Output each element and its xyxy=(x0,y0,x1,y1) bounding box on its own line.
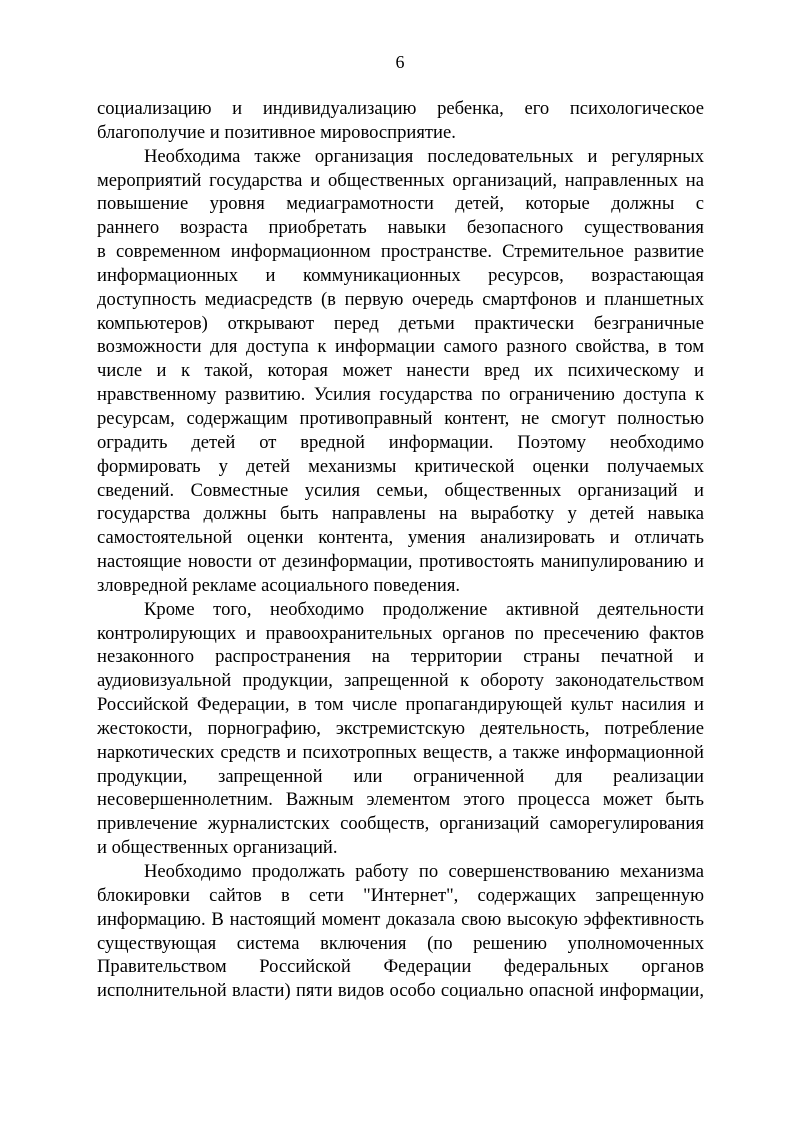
text-line: оградить детей от вредной информации. Поэтому необходимо xyxy=(97,431,704,453)
body-text xyxy=(97,97,704,1003)
text-line: возможности для доступа к информации самого разного свойства, в том xyxy=(97,336,704,358)
text-line: зловредной рекламе асоциального поведения. xyxy=(97,574,461,596)
text-line: ресурсам, содержащим противоправный контент, не смогут полностью xyxy=(97,407,704,429)
text-line: Российской Федерации, в том числе пропагандирующей культ насилия и xyxy=(97,694,704,716)
text-line: продукции, запрещенной или ограниченной для реализации xyxy=(97,765,704,787)
text-line: жестокости, порнографию, экстремистскую деятельность, потребление xyxy=(97,717,704,739)
text-line: исполнительной власти) пяти видов особо социально опасной информации, xyxy=(97,980,704,1002)
text-line: контролирующих и правоохранительных органов по пресечению фактов xyxy=(97,622,704,644)
text-line: мероприятий государства и общественных организаций, направленных на xyxy=(97,169,704,191)
text-line: настоящие новости от дезинформации, противостоять манипулированию и xyxy=(97,551,704,573)
text-line: в современном информационном пространстве. Стремительное развитие xyxy=(97,241,704,263)
text-line: Необходима также организация последовательных и регулярных xyxy=(144,145,704,167)
text-line: Кроме того, необходимо продолжение активной деятельности xyxy=(144,598,704,620)
page-number: 6 xyxy=(395,52,405,72)
text-line: нравственному развитию. Усилия государства по ограничению доступа к xyxy=(97,384,704,406)
text-line: компьютеров) открывают перед детьми практически безграничные xyxy=(97,312,704,334)
text-line: государства должны быть направлены на выработку у детей навыка xyxy=(97,503,704,525)
text-line: информационных и коммуникационных ресурсов, возрастающая xyxy=(97,264,704,286)
text-line: Правительством Российской Федерации федеральных органов xyxy=(97,956,704,978)
text-line: привлечение журналистских сообществ, организаций саморегулирования xyxy=(97,813,704,835)
text-line: несовершеннолетним. Важным элементом этого процесса может быть xyxy=(97,789,704,811)
text-line: Необходимо продолжать работу по совершенствованию механизма xyxy=(144,861,704,882)
text-line: сведений. Совместные усилия семьи, общественных организаций и xyxy=(97,479,704,501)
text-line: блокировки сайтов в сети "Интернет", содержащих запрещенную xyxy=(97,884,704,906)
text-line: раннего возраста приобретать навыки безопасного существования xyxy=(97,217,704,239)
text-line: информацию. В настоящий момент доказала свою высокую эффективность xyxy=(97,908,704,930)
text-line: незаконного распространения на территории страны печатной и xyxy=(97,646,704,668)
text-line: числе и к такой, которая может нанести вред их психическому и xyxy=(97,360,704,382)
text-line: социализацию и индивидуализацию ребенка, его психологическое xyxy=(97,98,704,119)
text-line: формировать у детей механизмы критической оценки получаемых xyxy=(97,455,704,477)
text-line: и общественных организаций. xyxy=(97,837,338,859)
text-line: существующая система включения (по решению уполномоченных xyxy=(97,932,704,954)
text-line: аудиовизуальной продукции, запрещенной к обороту законодательством xyxy=(97,670,704,692)
text-line: наркотических средств и психотропных веществ, а также информационной xyxy=(97,741,704,763)
text-line: повышение уровня медиаграмотности детей, которые должны с xyxy=(97,193,704,215)
text-line: благополучие и позитивное мировосприятие. xyxy=(97,121,456,143)
text-line: самостоятельной оценки контента, умения анализировать и отличать xyxy=(97,527,704,549)
text-line: доступность медиасредств (в первую очередь смартфонов и планшетных xyxy=(97,288,704,310)
